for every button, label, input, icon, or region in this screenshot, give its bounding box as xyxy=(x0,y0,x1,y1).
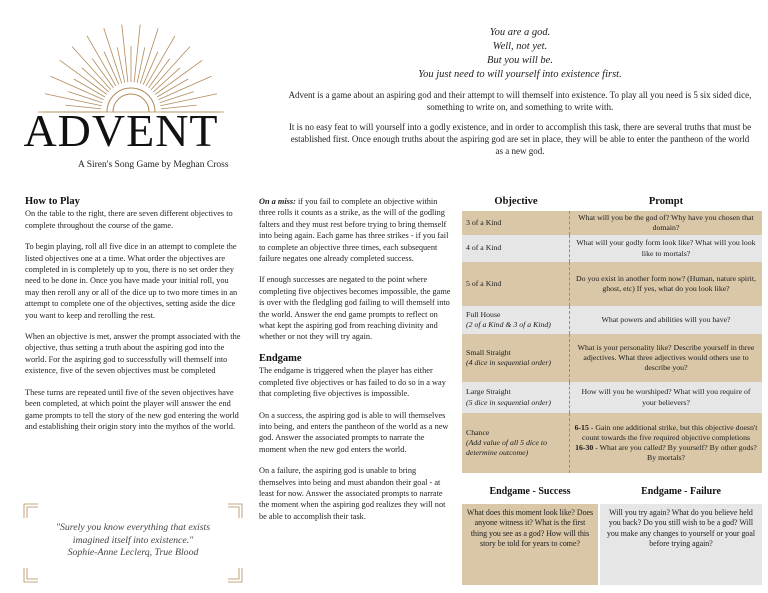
objective-cell xyxy=(462,211,570,235)
prompt-cell: What will your godly form look like? What will you look like to mortals? xyxy=(576,238,756,258)
section-heading: How to Play xyxy=(25,196,80,207)
poem-line: Well, not yet. xyxy=(492,41,548,52)
body-paragraph: These turns are repeated until five of the seven objectives have been completed, at which point the player will answer the end game prompts to tell the story of the new god entering the world and establishing their origin story into the mythos of the world. xyxy=(25,387,239,431)
objective-cell xyxy=(462,306,570,334)
prompt-cell: Do you exist in another form now? (Human, nature spirit, ghost, etc) If yes, what do you look like? xyxy=(576,273,756,293)
chance-outcome-high xyxy=(574,443,758,463)
miss-paragraph xyxy=(259,196,451,264)
objective-detail: (4 dice in sequential order) xyxy=(466,358,552,367)
objective-name: Chance xyxy=(466,427,490,437)
objective-detail: (Add value of all 5 dice to determine outcome) xyxy=(466,437,547,458)
miss-text: if you fail to complete an objective within three rolls it counts as a strike, as the will of the godling falters and they must rest before trying to bring themself into being again. Each game has three strikes - if you fail to complete an objective three times, each subsequent failure negates one already completed success. xyxy=(259,197,449,264)
game-title: ADVENT xyxy=(23,105,219,156)
table-row xyxy=(462,262,762,306)
prompt-cell xyxy=(570,413,762,473)
chance-range-label: 16-30 xyxy=(575,443,594,452)
table-row xyxy=(462,211,762,235)
table-row xyxy=(462,413,762,473)
quote-attribution: Sophie-Anne Leclerq, True Blood xyxy=(67,547,199,558)
body-paragraph: On a success, the aspiring god is able to will themselves into being, and enters the pantheon of the world as a new god. Answer the associated prompts to narrate the moment when the new god enters the world. xyxy=(259,410,449,454)
endgame-failure-prompts: Will you try again? What do you believe held you back? Do you still wish to be a god? Will you make any changes to yourself or your goal before trying again? xyxy=(600,504,762,585)
chance-range-text: - What are you called? By yourself? By other gods? By mortals? xyxy=(593,443,757,463)
objective-cell xyxy=(462,334,570,382)
intro-section xyxy=(286,26,754,157)
quote-text xyxy=(22,522,244,560)
objective-name: 4 of a Kind xyxy=(466,243,502,253)
body-paragraph: If enough successes are negated to the point where completing five objectives becomes impossible, the game is over with the fledgling god failing to will themself into the world. Answer the end game prompts to reflect on what kept the aspiring god from reaching divinity and whether or not they will try again. xyxy=(259,275,451,342)
body-paragraph: When an objective is met, answer the prompt associated with the objective, thus setting a truth about the aspiring god into the world. For the aspiring god to successfully will themself into existence, five of the seven objectives must be completed xyxy=(25,332,241,376)
objectives-table xyxy=(462,196,762,473)
objective-detail: (2 of a Kind & 3 of a Kind) xyxy=(466,320,551,329)
table-row xyxy=(462,306,762,334)
poem-line: You are a god. xyxy=(489,27,551,38)
header-objective: Objective xyxy=(494,196,538,207)
table-row xyxy=(462,382,762,413)
endgame-success-box xyxy=(462,486,598,585)
body-paragraph: The endgame is triggered when the player has either completed five objectives or has failed to do so in a way that completing five objectives is impossible. xyxy=(259,366,446,399)
endgame-success-prompts: What does this moment look like? Does anyone witness it? What is the first thing you see as a god? How will this story be told for years to come? xyxy=(462,504,598,585)
intro-paragraph: It is no easy feat to will yourself into a godly existence, and in order to accomplish this task, there are several truths that must be established first. Once enough truths about the aspiring god are set in place, they will be able to enter the pantheon of the world as a new god. xyxy=(288,121,752,157)
endgame-failure-box xyxy=(600,486,762,585)
intro-paragraph: Advent is a game about an aspiring god and their attempt to will themself into existence. To play all you need is 5 six sided dice, something to write on, and something to write with. xyxy=(288,90,752,113)
rules-section xyxy=(259,196,451,532)
section-heading: Endgame xyxy=(259,352,302,364)
objective-cell xyxy=(462,413,570,473)
prompt-cell: What will you be the god of? Why have you chosen that domain? xyxy=(578,212,754,232)
poem-line: You just need to will yourself into existence first. xyxy=(418,69,622,80)
endgame-success-heading: Endgame - Success xyxy=(489,486,571,497)
miss-lead: On a miss: xyxy=(259,197,296,206)
objective-name: 3 of a Kind xyxy=(466,217,502,227)
prompt-cell: What powers and abilities will you have? xyxy=(601,314,731,324)
objective-cell xyxy=(462,262,570,306)
objective-name: Small Straight xyxy=(466,347,511,357)
objective-cell xyxy=(462,235,570,262)
table-row xyxy=(462,235,762,262)
chance-outcome-low xyxy=(574,423,758,443)
prompt-cell: What is your personality like? Describe yourself in three adjectives. What three adjectives would others use to describe you? xyxy=(577,342,755,373)
game-byline: A Siren's Song Game by Meghan Cross xyxy=(78,160,229,170)
objective-detail: (5 dice in sequential order) xyxy=(466,397,552,407)
poem-line: But you will be. xyxy=(487,55,553,66)
table-row xyxy=(462,334,762,382)
objective-name: Full House xyxy=(466,309,501,319)
quote-line: "Surely you know everything that exists xyxy=(55,522,211,533)
chance-range-label: 6-15 xyxy=(574,422,589,432)
quote-box xyxy=(22,502,244,584)
header-prompt: Prompt xyxy=(648,196,684,207)
how-to-play-section xyxy=(25,196,245,442)
objective-name: 5 of a Kind xyxy=(466,278,502,288)
table-header xyxy=(462,196,762,211)
chance-range-text: - Gain one additional strike, but this objective doesn't count towards the five required objective completions xyxy=(581,422,758,442)
body-paragraph: On the table to the right, there are seven different objectives to complete throughout the course of the game. xyxy=(25,209,233,230)
body-paragraph: To begin playing, roll all five dice in an attempt to complete the listed objectives one at a time. What order the objectives are completed in is completely up to you, there is no set order they need to be done in. Once you have made your initial roll, you may then reroll any or all of the dice up to two more times in an attempt to complete one of the objectives, setting aside the dice you want to keep and rerolling the rest. xyxy=(25,242,238,320)
quote-line: imagined itself into existence." xyxy=(72,534,194,546)
prompt-cell: How will you be worshiped? What will you require of your believers? xyxy=(581,387,751,407)
objective-cell xyxy=(462,382,570,413)
endgame-failure-heading: Endgame - Failure xyxy=(641,486,721,497)
body-paragraph: On a failure, the aspiring god is unable to bring themselves into being and must abandon their goal - at least for now. Answer the associated prompts to narrate the moment when the aspiring god realizes they will not be able to accomplish their task. xyxy=(259,466,446,521)
objective-name: Large Straight xyxy=(466,387,511,397)
intro-poem xyxy=(286,26,754,82)
